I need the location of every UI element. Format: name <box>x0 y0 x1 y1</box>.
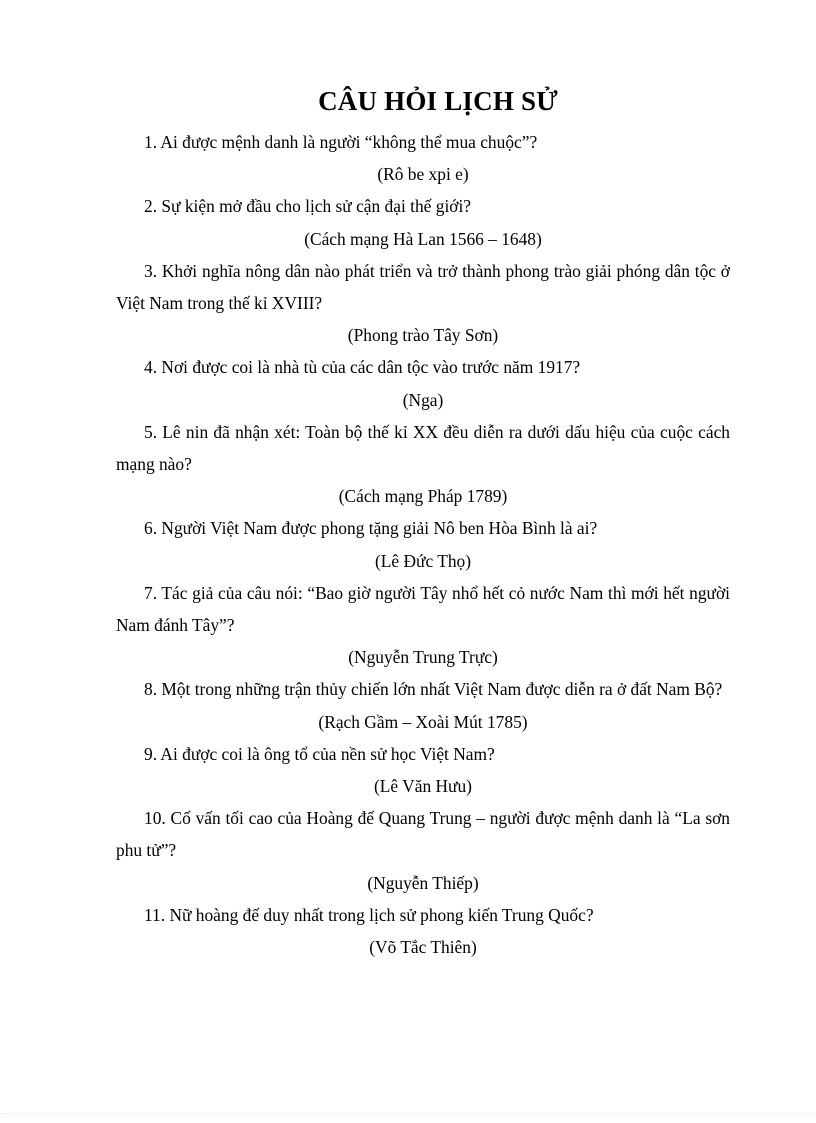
answer-11: (Võ Tắc Thiên) <box>369 937 477 958</box>
question-5: 5. Lê nin đã nhận xét: Toàn bộ thế kỉ XX đều diễn ra dưới dấu hiệu của cuộc cách mạng nào? <box>116 421 730 475</box>
question-8: 8. Một trong những trận thủy chiến lớn nhất Việt Nam được diễn ra ở đất Nam Bộ? <box>144 679 723 700</box>
question-list <box>116 126 730 963</box>
answer-5: (Cách mạng Pháp 1789) <box>338 486 508 507</box>
page-bottom-divider <box>0 1113 816 1114</box>
question-7: 7. Tác giả của câu nói: “Bao giờ người Tây nhổ hết cỏ nước Nam thì mới hết người Nam đánh Tây”? <box>116 582 730 636</box>
answer-2: (Cách mạng Hà Lan 1566 – 1648) <box>304 228 542 249</box>
question-3: 3. Khởi nghĩa nông dân nào phát triển và trở thành phong trào giải phóng dân tộc ở Việt Nam trong thế kỉ XVIII? <box>116 260 730 314</box>
answer-9: (Lê Văn Hưu) <box>374 776 472 797</box>
answer-7: (Nguyễn Trung Trực) <box>348 647 498 668</box>
answer-1: (Rô be xpi e) <box>377 164 469 185</box>
question-9: 9. Ai được coi là ông tổ của nền sử học Việt Nam? <box>144 743 495 764</box>
question-1: 1. Ai được mệnh danh là người “không thể mua chuộc”? <box>144 132 538 152</box>
answer-4: (Nga) <box>402 389 444 410</box>
answer-10: (Nguyễn Thiếp) <box>367 872 479 893</box>
question-2: 2. Sự kiện mở đầu cho lịch sử cận đại thế giới? <box>144 196 472 217</box>
answer-8: (Rạch Gầm – Xoài Mút 1785) <box>318 711 528 732</box>
question-6: 6. Người Việt Nam được phong tặng giải Nô ben Hòa Bình là ai? <box>144 518 598 539</box>
answer-6: (Lê Đức Thọ) <box>374 550 472 571</box>
question-10: 10. Cố vấn tối cao của Hoàng đế Quang Trung – người được mệnh danh là “La sơn phu tử”? <box>116 808 730 861</box>
question-4: 4. Nơi được coi là nhà tù của các dân tộc vào trước năm 1917? <box>144 357 581 378</box>
answer-3: (Phong trào Tây Sơn) <box>347 325 499 346</box>
question-11: 11. Nữ hoàng đế duy nhất trong lịch sử phong kiến Trung Quốc? <box>144 904 594 925</box>
page-title: CÂU HỎI LỊCH SỬ <box>318 86 558 116</box>
